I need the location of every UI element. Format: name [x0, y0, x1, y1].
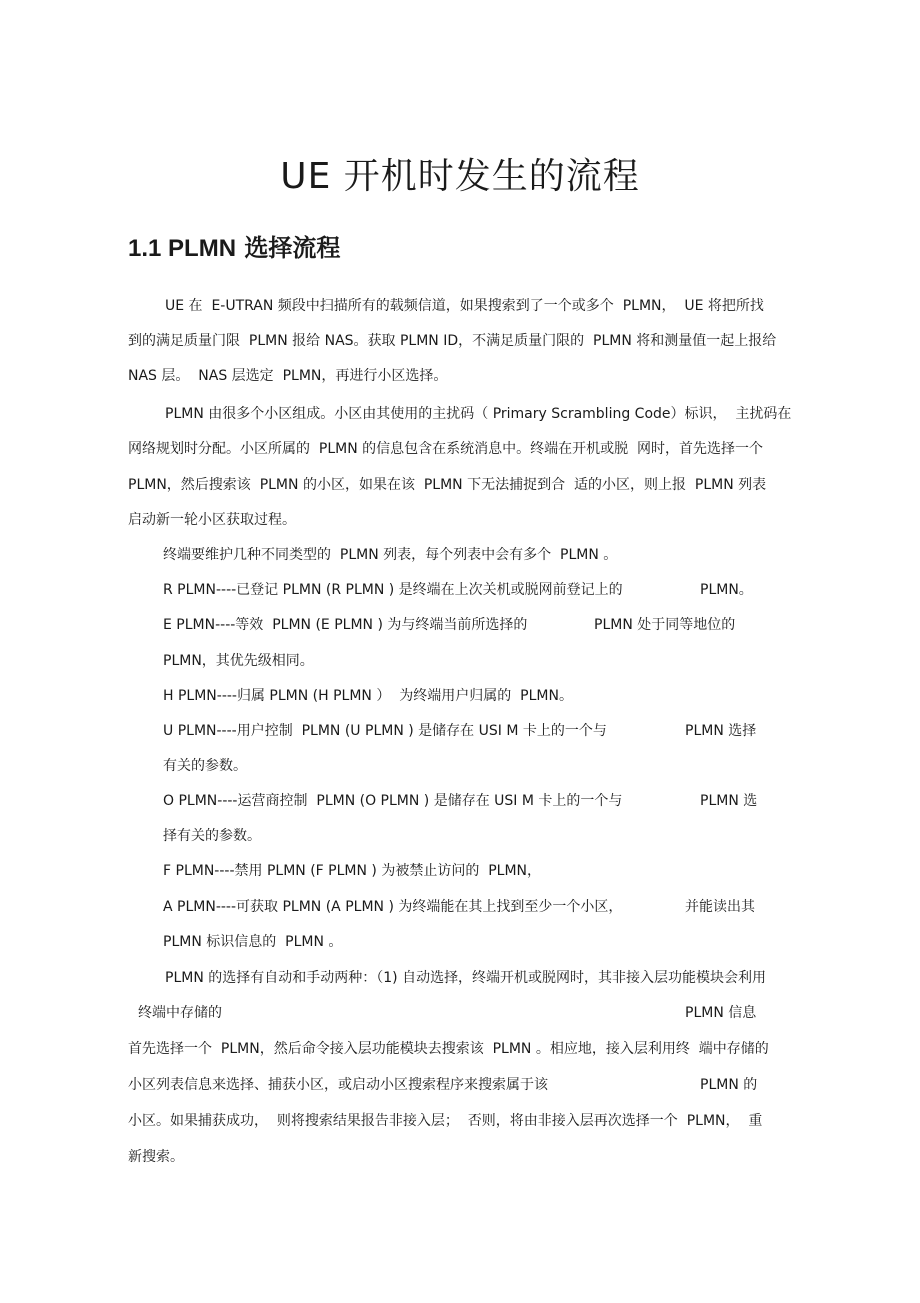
paragraph-line: 终端要维护几种不同类型的 PLMN 列表，每个列表中会有多个 PLMN 。	[163, 547, 618, 563]
list-item-aplmn-cont: PLMN 标识信息的 PLMN 。	[163, 934, 343, 950]
list-item-aplmn-tail: 并能读出其	[685, 899, 755, 915]
list-item-aplmn: A PLMN----可获取 PLMN (A PLMN ) 为终端能在其上找到至少一个小区，	[163, 899, 623, 915]
list-item-uplmn-tail: PLMN 选择	[685, 723, 757, 739]
list-item-oplmn-cont: 择有关的参数。	[163, 828, 261, 844]
list-item-rplmn: R PLMN----已登记 PLMN (R PLMN ) 是终端在上次关机或脱网前登记上的	[163, 582, 623, 598]
paragraph-line: 新搜索。	[128, 1149, 184, 1165]
section-heading	[128, 228, 340, 263]
list-item-uplmn-cont: 有关的参数。	[163, 758, 247, 774]
paragraph-line: 小区列表信息来选择、捕获小区，或启动小区搜索程序来搜索属于该	[128, 1077, 548, 1093]
paragraph-line: PLMN，然后搜索该 PLMN 的小区，如果在该 PLMN 下无法捕捉到合 适的小区，则上报 PLMN 列表	[128, 477, 767, 493]
paragraph-line: 终端中存储的	[138, 1005, 222, 1021]
list-item-eplmn: E PLMN----等效 PLMN (E PLMN ) 为与终端当前所选择的	[163, 617, 528, 633]
list-item-rplmn-tail: PLMN。	[700, 582, 753, 598]
paragraph-line-tail: PLMN 的	[700, 1077, 758, 1093]
paragraph-line: 到的满足质量门限 PLMN 报给 NAS。获取 PLMN ID，不满足质量门限的 PLMN 将和测量值一起上报给	[128, 333, 777, 349]
paragraph-line: 首先选择一个 PLMN，然后命令接入层功能模块去搜索该 PLMN 。相应地，接入层利用终 端中存储的	[128, 1041, 769, 1057]
document-title: UE 开机时发生的流程	[280, 156, 640, 197]
paragraph-line: 启动新一轮小区获取过程。	[128, 512, 296, 528]
paragraph-line: 网络规划时分配。小区所属的 PLMN 的信息包含在系统消息中。终端在开机或脱 网时，首先选择一个	[128, 441, 764, 457]
paragraph-line-tail: PLMN 信息	[685, 1005, 757, 1021]
list-item-hplmn: H PLMN----归属 PLMN (H PLMN ） 为终端用户归属的 PLMN。	[163, 688, 573, 704]
paragraph-line: PLMN 的选择有自动和手动两种：（1) 自动选择，终端开机或脱网时，其非接入层功能模块会利用	[165, 970, 767, 986]
section-label: 选择流程	[236, 234, 341, 262]
paragraph-line: NAS 层。 NAS 层选定 PLMN，再进行小区选择。	[128, 368, 448, 384]
section-number: 1.1 PLMN	[128, 235, 237, 262]
list-item-uplmn: U PLMN----用户控制 PLMN (U PLMN ) 是储存在 USI M 卡上的一个与	[163, 723, 607, 739]
paragraph-line: 小区。如果捕获成功， 则将搜索结果报告非接入层； 否则，将由非接入层再次选择一个 PLMN， 重	[128, 1113, 763, 1129]
list-item-oplmn-tail: PLMN 选	[700, 793, 758, 809]
paragraph-line: UE 在 E-UTRAN 频段中扫描所有的载频信道，如果搜索到了一个或多个 PLMN， UE 将把所找	[165, 298, 764, 314]
list-item-fplmn: F PLMN----禁用 PLMN (F PLMN ) 为被禁止访问的 PLMN，	[163, 863, 542, 879]
list-item-eplmn-cont: PLMN，其优先级相同。	[163, 653, 314, 669]
list-item-oplmn: O PLMN----运营商控制 PLMN (O PLMN ) 是储存在 USI M 卡上的一个与	[163, 793, 623, 809]
list-item-eplmn-tail: PLMN 处于同等地位的	[594, 617, 736, 633]
paragraph-line: PLMN 由很多个小区组成。小区由其使用的主扰码（ Primary Scrambling Code）标识， 主扰码在	[165, 406, 792, 422]
